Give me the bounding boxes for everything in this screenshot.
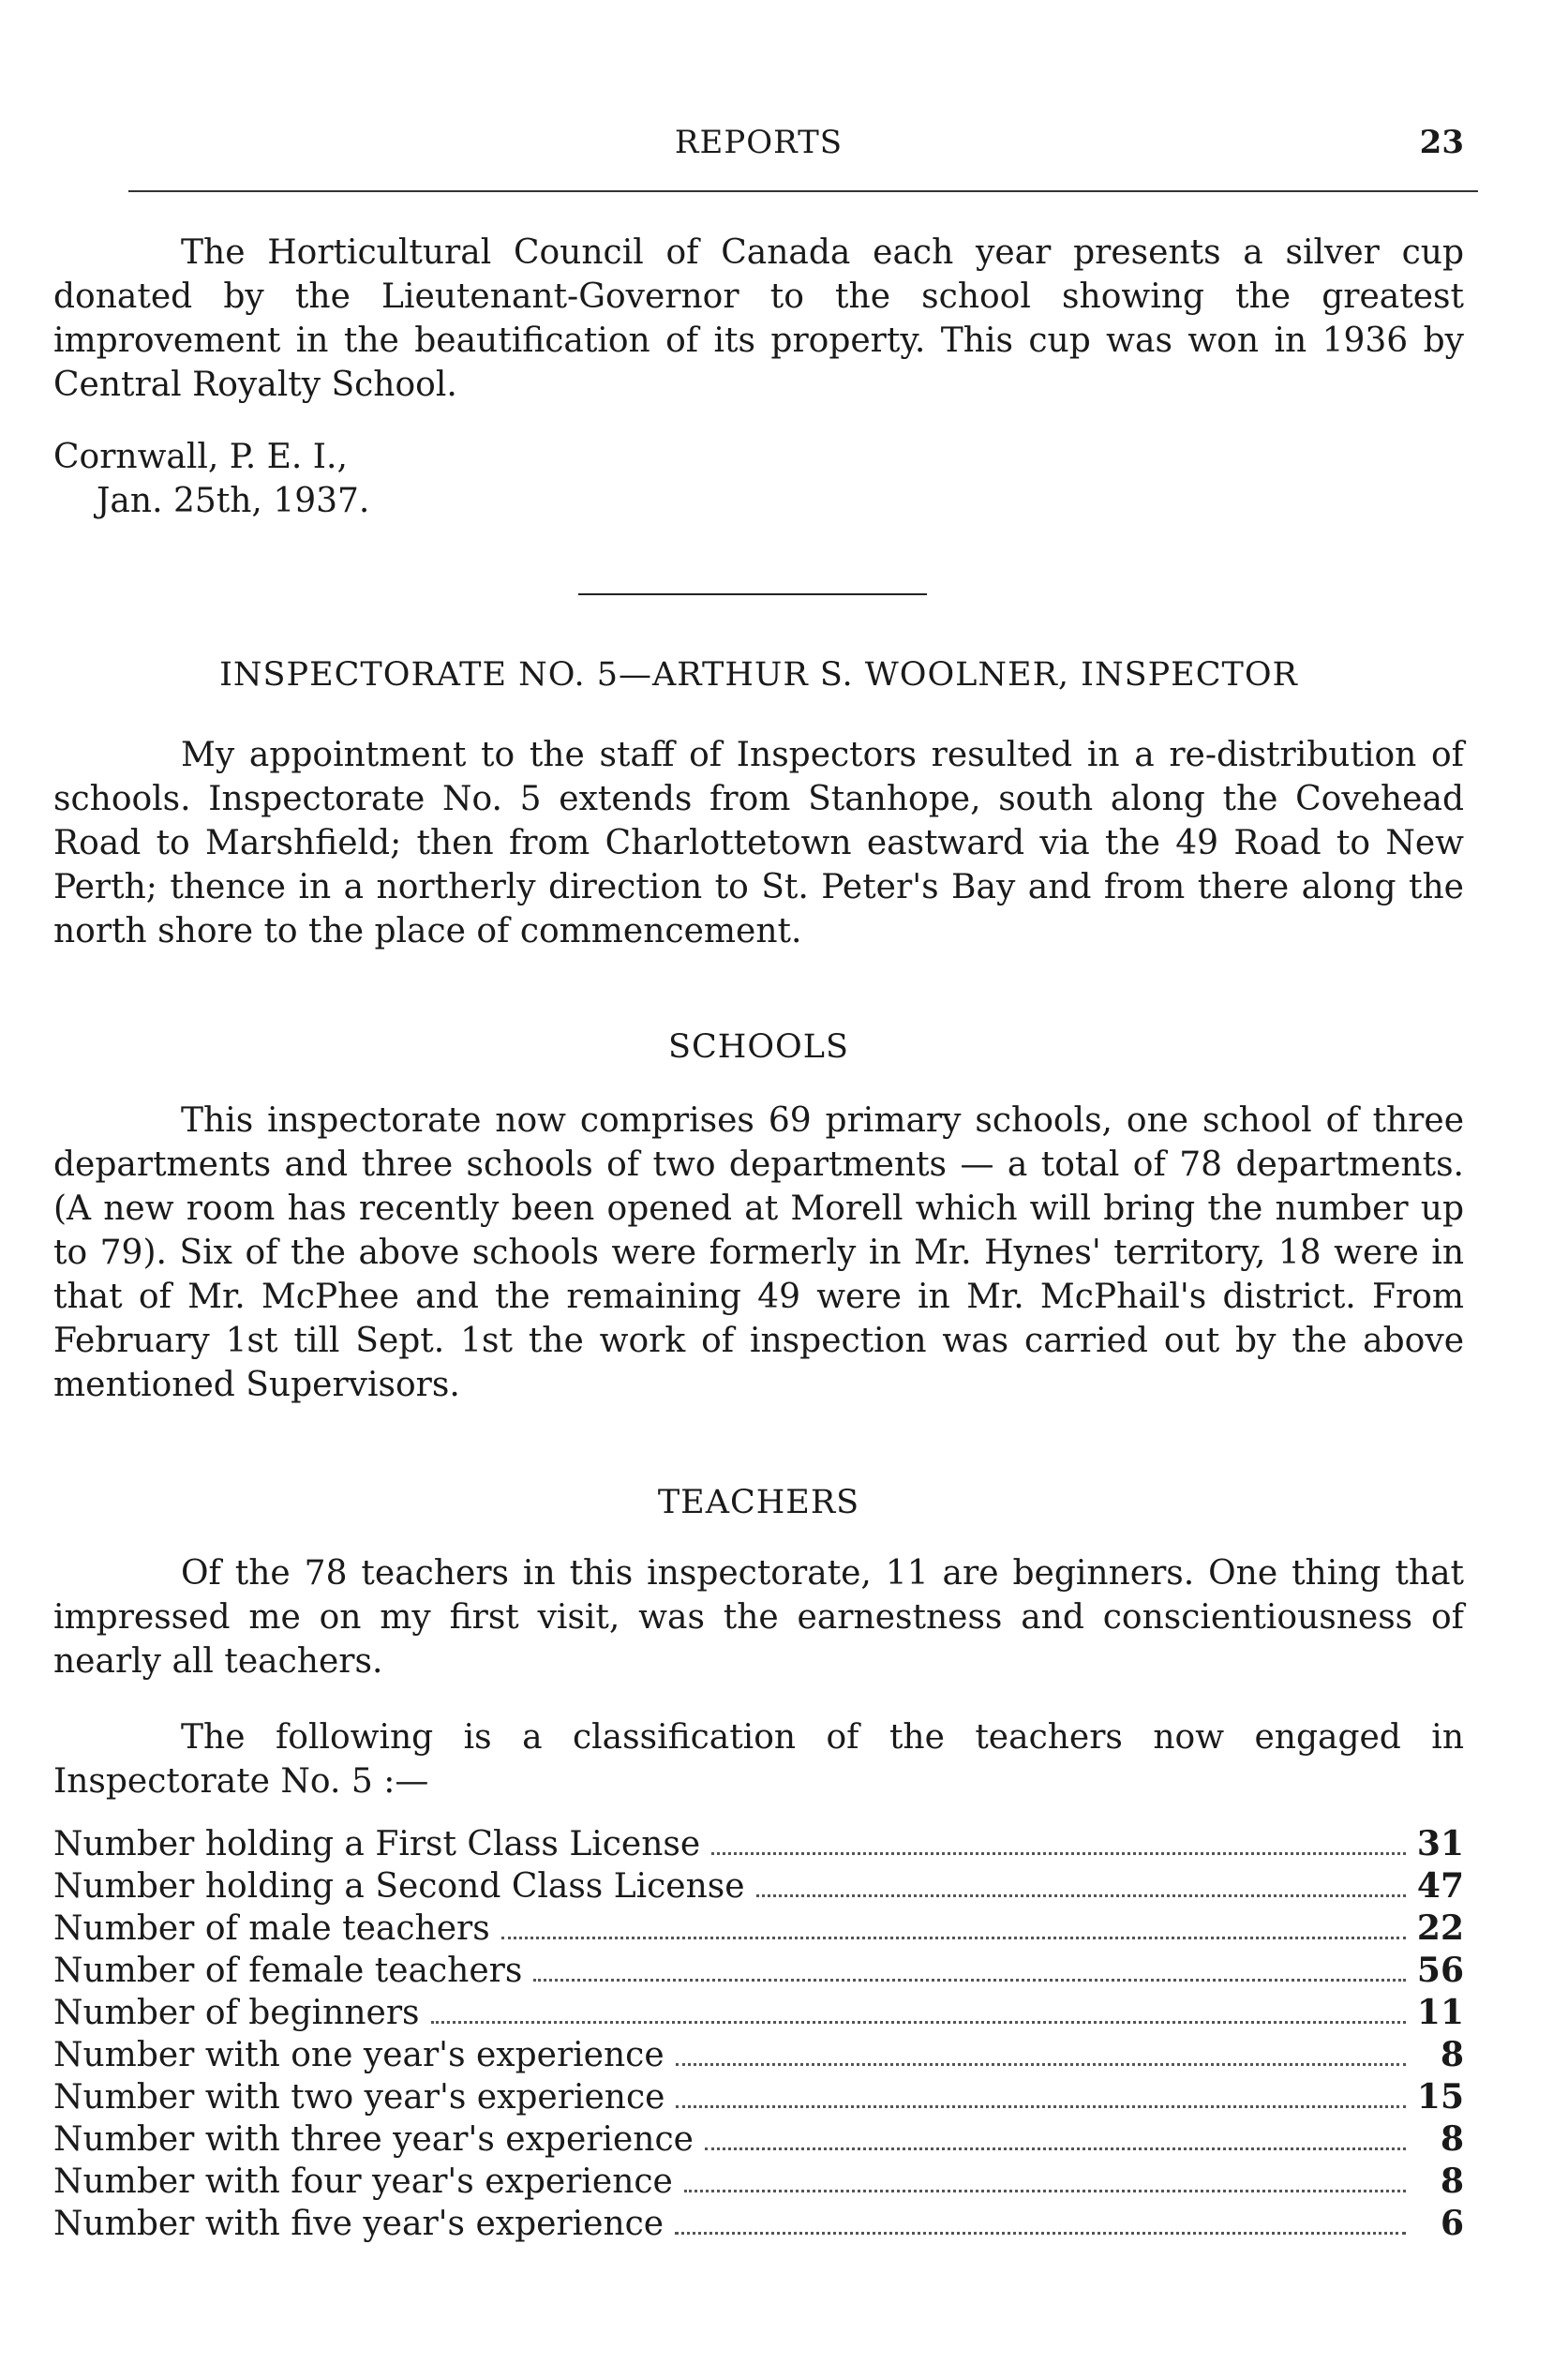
row-value: 8: [1440, 2162, 1464, 2201]
dot-leader: [676, 2062, 1406, 2066]
table-row: [53, 2118, 1464, 2161]
table-row: [53, 2161, 1464, 2203]
dot-leader: [684, 2189, 1406, 2192]
inspectorate-paragraph: My appointment to the staff of Inspectors resulted in a re-distribution of schools. Inspectorate No. 5 extends from Stanhope, south along the Covehead Road to Marshfield; then from Charlottetown eastward via the 49 Road to New Perth; thence in a northerly direction to St. Peter's Bay and from there along the north shore to the place of commencement.: [53, 736, 1464, 950]
dot-leader: [711, 1851, 1406, 1855]
row-label: Number with five year's experience: [53, 2205, 665, 2243]
dot-leader: [501, 1936, 1406, 1939]
dot-leader: [705, 2147, 1406, 2150]
row-label: Number with three year's experience: [53, 2120, 694, 2159]
row-label: Number with one year's experience: [53, 2036, 665, 2074]
running-title: REPORTS: [674, 124, 844, 161]
header-rule: [128, 190, 1478, 192]
row-value: 47: [1416, 1866, 1464, 1906]
intro-paragraph: The Horticultural Council of Canada each year presents a silver cup donated by the Lieutenant-Governor to the school showing the greatest improvement in the beautification of its property. This cup was won in 1936 by Central Royalty School.: [53, 233, 1464, 404]
dot-leader: [533, 1978, 1406, 1982]
table-row: [53, 1992, 1464, 2034]
dot-leader: [675, 2231, 1406, 2235]
document-page: [53, 0, 1464, 2379]
teachers-section-intro: [53, 1551, 1464, 1683]
row-value: 31: [1416, 1824, 1464, 1863]
table-row: [53, 2076, 1464, 2118]
row-value: 6: [1440, 2204, 1464, 2243]
page-number: 23: [1419, 124, 1464, 161]
inspectorate-heading: INSPECTORATE NO. 5—ARTHUR S. WOOLNER, INSPECTOR: [219, 656, 1298, 694]
table-row: [53, 1908, 1464, 1950]
table-row: [53, 1950, 1464, 1992]
table-row: [53, 2034, 1464, 2076]
teachers-section-lead: [53, 1715, 1464, 1803]
row-value: 15: [1416, 2077, 1464, 2117]
page-header: [53, 124, 1464, 171]
row-label: Number of male teachers: [53, 1909, 490, 1948]
row-value: 11: [1416, 1993, 1464, 2032]
intro-section: [53, 231, 1464, 407]
row-label: Number of female teachers: [53, 1952, 523, 1990]
dateline-place: Cornwall, P. E. I.,: [53, 438, 348, 476]
inspectorate-section: [53, 733, 1464, 953]
teachers-heading: TEACHERS: [657, 1484, 860, 1521]
row-label: Number with four year's experience: [53, 2162, 673, 2201]
row-value: 8: [1440, 2035, 1464, 2074]
row-label: Number with two year's experience: [53, 2078, 665, 2117]
row-value: 8: [1440, 2119, 1464, 2159]
dot-leader: [756, 1893, 1406, 1897]
teachers-paragraph-2: The following is a classification of the teachers now engaged in Inspectorate No. 5 :—: [53, 1718, 1464, 1801]
row-label: Number holding a Second Class License: [53, 1867, 745, 1906]
table-row: [53, 1865, 1464, 1908]
dot-leader: [431, 2020, 1406, 2024]
teachers-paragraph-1: Of the 78 teachers in this inspectorate, 11 are beginners. One thing that impressed me on my first visit, was the earnestness and conscientiousness of nearly all teachers.: [53, 1554, 1464, 1681]
schools-section: [53, 1099, 1464, 1407]
row-value: 22: [1416, 1908, 1464, 1948]
section-divider: [578, 593, 927, 595]
dateline-date: Jan. 25th, 1937.: [97, 482, 370, 520]
schools-heading: SCHOOLS: [668, 1028, 849, 1066]
row-label: Number of beginners: [53, 1994, 420, 2032]
row-value: 56: [1416, 1951, 1464, 1990]
schools-paragraph: This inspectorate now comprises 69 primary schools, one school of three departments and three schools of two departments — a total of 78 departments. (A new room has recently been opened at Morell which will bring the number up to 79). Six of the above schools were formerly in Mr. Hynes' territory, 18 were in that of Mr. McPhee and the remaining 49 were in Mr. McPhail's district. From February 1st till Sept. 1st the work of inspection was carried out by the above mentioned Supervisors.: [53, 1101, 1464, 1404]
dot-leader: [676, 2104, 1405, 2108]
teacher-classification-table: [53, 1823, 1464, 2245]
row-label: Number holding a First Class License: [53, 1825, 701, 1863]
table-row: [53, 1823, 1464, 1865]
table-row: [53, 2203, 1464, 2245]
